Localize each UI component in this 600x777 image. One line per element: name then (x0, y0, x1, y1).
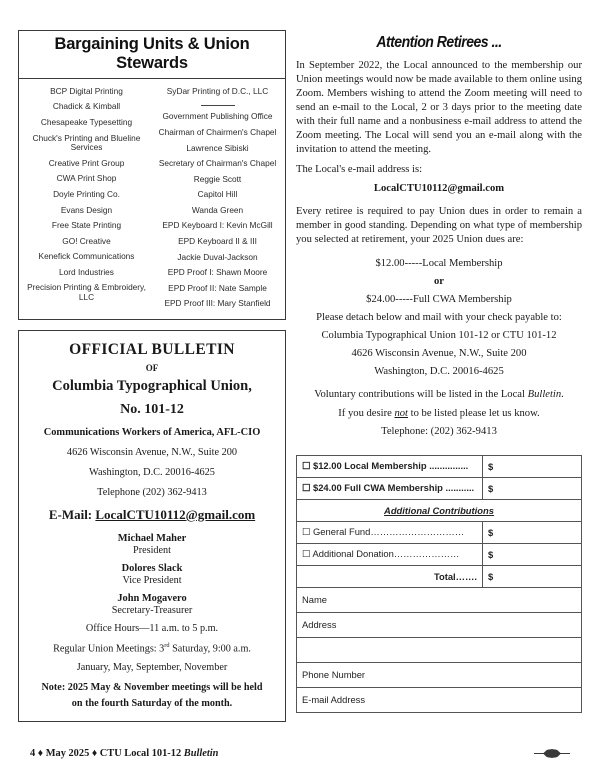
address-line-1: 4626 Wisconsin Avenue, N.W., Suite 200 (66, 446, 238, 458)
list-item: Capitol Hill (197, 189, 238, 200)
retirees-email[interactable]: LocalCTU10112@gmail.com (373, 182, 505, 194)
form-field-address[interactable]: Address (297, 612, 582, 637)
list-item: Free State Printing (51, 220, 122, 231)
form-subheading-additional-contributions: Additional Contributions (297, 499, 582, 521)
local-number: No. 101-12 (120, 401, 184, 417)
meeting-schedule-prefix: Regular Union Meetings: 3 (53, 643, 165, 655)
officer-name: John Mogavero (117, 592, 187, 604)
list-item: CWA Print Shop (56, 173, 117, 184)
voluntary-note-2-post: to be listed please let us know. (408, 407, 540, 419)
voluntary-note-2-pre: If you desire (338, 407, 395, 419)
table-row[interactable] (297, 662, 582, 687)
footer-text-italic: Bulletin (183, 748, 219, 759)
list-item: EPD Keyboard II & III (178, 235, 257, 246)
section-divider (201, 105, 235, 106)
list-item: EPD Proof I: Shawn Moore (167, 267, 268, 278)
retirees-paragraph-3: Every retiree is required to pay Union dues in order to remain a member in good standing. Depending on what type of membership you selected at retirement, your 2025 Union dues are: (296, 205, 582, 245)
email-label: E-Mail: (48, 506, 93, 522)
right-column (296, 30, 582, 713)
officer-role: President (133, 544, 171, 556)
meeting-note-line-2: on the fourth Saturday of the month. (71, 698, 233, 710)
left-column (18, 30, 286, 722)
table-row[interactable] (297, 477, 582, 499)
list-item: Reggie Scott (193, 173, 242, 184)
list-item: Wanda Green (191, 204, 244, 215)
list-item: EPD Proof II: Nate Sample (168, 282, 267, 293)
form-field-phone-number[interactable]: Phone Number (297, 662, 582, 687)
payee-address-1: 4626 Wisconsin Avenue, N.W., Suite 200 (351, 348, 527, 360)
voluntary-note-line-2 (296, 407, 582, 421)
list-item: SyDar Printing of D.C., LLC (166, 85, 269, 96)
list-item: BCP Digital Printing (50, 85, 123, 96)
form-field-email-address[interactable]: E-mail Address (297, 687, 582, 712)
page-footer (30, 748, 570, 759)
form-amount-general-fund[interactable]: $ (483, 521, 582, 543)
form-field-address-line-2[interactable] (297, 637, 582, 662)
table-row[interactable] (297, 637, 582, 662)
table-row[interactable] (297, 455, 582, 477)
stewards-title-cell (19, 31, 285, 79)
retirees-paragraph-1: In September 2022, the Local announced to the membership our Union meetings would now be made available to them online using Zoom. Members wishing to attend the Zoom meeting will need to send an e-mail to the Local, 2 or 3 days prior to the meeting date with their full name and a nonbusiness e-mail address to attend the Zoom meeting. The Local will send you an e-mail along with the invitation to attend the meeting. (296, 60, 582, 156)
address-line-2: Washington, D.C. 20016-4625 (89, 466, 215, 478)
dues-full: $24.00-----Full CWA Membership (366, 294, 512, 306)
meeting-schedule (27, 642, 277, 654)
table-row[interactable] (297, 612, 582, 637)
officer-name: Michael Maher (117, 532, 187, 544)
retirees-telephone: Telephone: (202) 362-9413 (381, 425, 497, 437)
telephone: Telephone (202) 362-9413 (97, 486, 207, 498)
office-hours: Office Hours—11 a.m. to 5 p.m. (85, 622, 219, 634)
list-item: Chuck's Printing and Blueline Services (32, 132, 141, 153)
table-row[interactable] (297, 687, 582, 712)
list-item: EPD Proof III: Mary Stanfield (164, 298, 271, 309)
bulletin-of-label: OF (145, 362, 159, 373)
footer-text-main: 4 ♦ May 2025 ♦ CTU Local 101-12 (30, 748, 184, 759)
dues-local: $12.00-----Local Membership (375, 257, 503, 269)
meeting-schedule-rest: Saturday, 9:00 a.m. (169, 643, 251, 655)
list-item: Lord Industries (59, 266, 114, 277)
payee-name: Columbia Typographical Union 101-12 or CTU 101-12 (321, 330, 557, 342)
bulletin-italic: Bulletin (527, 389, 562, 401)
officer-role: Vice President (122, 574, 182, 586)
meeting-note-line-1: Note: 2025 May & November meetings will be held (41, 682, 263, 694)
form-amount-total[interactable]: $ (483, 565, 582, 587)
stewards-right-column (152, 84, 283, 312)
payee-address-2: Washington, D.C. 20016-4625 (374, 366, 504, 378)
remittance-form (296, 455, 582, 713)
affiliation: Communications Workers of America, AFL-CIO (43, 426, 261, 438)
stewards-title: Bargaining Units & Union Stewards (54, 35, 250, 72)
not-italic-emphasis: not (394, 407, 408, 419)
retirees-paragraph-2: The Local's e-mail address is: (296, 163, 423, 175)
list-item: Precision Printing & Embroidery, LLC (27, 282, 146, 303)
bargaining-units-box (18, 30, 286, 320)
list-item: Doyle Printing Co. (53, 189, 120, 200)
officer-name: Dolores Slack (121, 562, 183, 574)
list-item: Chesapeake Typesetting (40, 117, 133, 128)
diamond-ornament-icon (534, 749, 570, 758)
form-amount-full-cwa-membership[interactable]: $ (483, 477, 582, 499)
union-name: Columbia Typographical Union, (52, 377, 252, 394)
table-row[interactable] (297, 587, 582, 612)
list-item: Secretary of Chairman's Chapel (158, 158, 277, 169)
list-item: Government Publishing Office (162, 111, 273, 122)
list-item: Creative Print Group (48, 157, 125, 168)
form-row-total-label: Total……. (297, 565, 483, 587)
voluntary-note-line-1 (296, 388, 582, 402)
detach-instruction: Please detach below and mail with your check payable to: (316, 312, 562, 324)
ornament-dash-right (559, 753, 570, 754)
ordinal-suffix: rd (164, 641, 170, 649)
table-row[interactable] (297, 521, 582, 543)
table-row[interactable] (297, 543, 582, 565)
email-link[interactable]: LocalCTU10112@gmail.com (95, 506, 256, 522)
list-item: Lawrence Sibiski (186, 142, 249, 153)
meeting-months: January, May, September, November (76, 662, 228, 674)
list-item: GO! Creative (62, 235, 111, 246)
bulletin-heading: OFFICIAL BULLETIN (69, 340, 235, 358)
voluntary-note-post: . (561, 389, 564, 401)
table-row (297, 499, 582, 521)
form-row-full-cwa-membership[interactable]: ☐ $24.00 Full CWA Membership ........... (297, 477, 483, 499)
list-item: Chairman of Chairmen's Chapel (158, 127, 277, 138)
form-field-name[interactable]: Name (297, 587, 582, 612)
form-row-local-membership[interactable]: ☐ $12.00 Local Membership ............... (297, 455, 483, 477)
list-item: Jackie Duval-Jackson (177, 251, 258, 262)
form-row-additional-donation[interactable]: ☐ Additional Donation………………… (297, 543, 483, 565)
stewards-left-column (21, 84, 152, 312)
table-row[interactable] (297, 565, 582, 587)
email-line (27, 507, 277, 523)
list-item: EPD Keyboard I: Kevin McGill (162, 220, 273, 231)
list-item: Evans Design (60, 204, 113, 215)
officer-role: Secretary-Treasurer (111, 604, 193, 616)
form-amount-local-membership[interactable]: $ (483, 455, 582, 477)
list-item: Kenefick Communications (38, 251, 135, 262)
stewards-columns (19, 79, 285, 319)
official-bulletin-box (18, 330, 286, 722)
form-amount-additional-donation[interactable]: $ (483, 543, 582, 565)
dues-or: or (434, 276, 444, 288)
form-row-general-fund[interactable]: ☐ General Fund………………………… (297, 521, 483, 543)
voluntary-note-pre: Voluntary contributions will be listed in the Local (314, 389, 528, 401)
retirees-headline: Attention Retirees ... (376, 34, 502, 51)
list-item: Chadick & Kimball (52, 101, 121, 112)
footer-citation (30, 748, 218, 759)
